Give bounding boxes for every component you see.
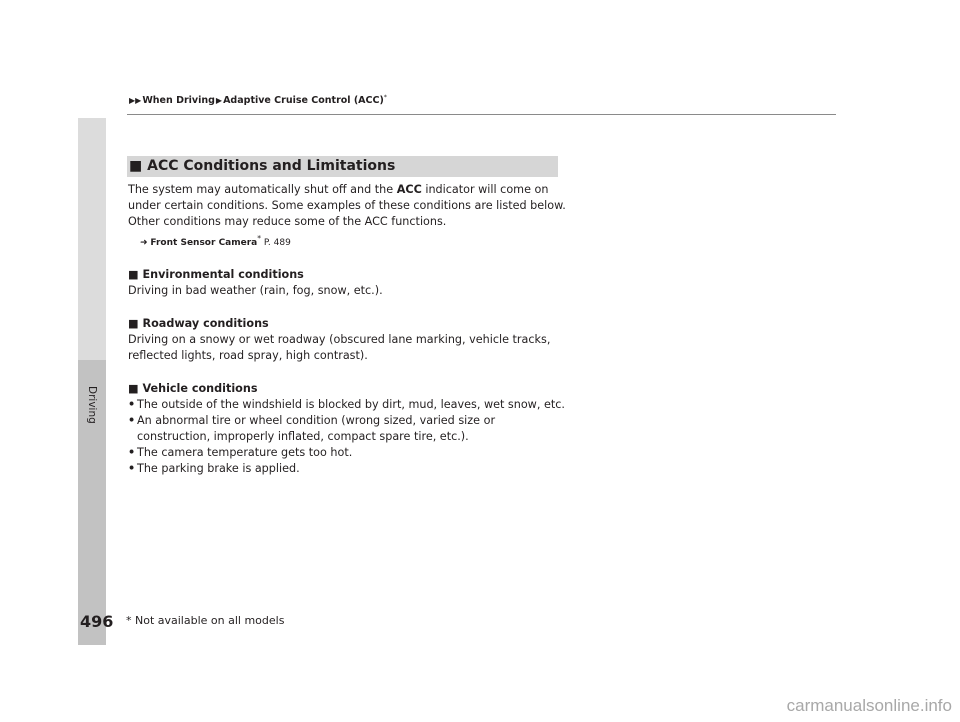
list-item: • An abnormal tire or wheel condition (wrong sized, varied size or construction, improperly inflated, compact spare tire, etc.). <box>128 413 568 445</box>
reference-arrow-icon: ➜ <box>140 238 148 248</box>
environmental-title: Environmental conditions <box>142 268 304 281</box>
roadway-title: Roadway conditions <box>142 317 269 330</box>
cross-reference-link[interactable] <box>128 232 568 250</box>
main-content <box>128 182 568 477</box>
reference-page: P. 489 <box>263 238 291 248</box>
list-item: • The camera temperature gets too hot. <box>128 445 568 461</box>
section-square-icon: ■ <box>129 158 143 174</box>
breadcrumb <box>128 94 387 106</box>
list-item: • The outside of the windshield is blocked by dirt, mud, leaves, wet snow, etc. <box>128 397 568 413</box>
breadcrumb-arrow-icon: ▶▶ <box>129 96 142 106</box>
subsection-square-icon: ■ <box>128 382 139 395</box>
intro-text-end: indicator will come on under certain conditions. Some examples of these conditions are listed below. Other conditions may reduce some of the ACC functions. <box>128 183 566 228</box>
page-number: 496 <box>80 612 114 631</box>
environmental-conditions <box>128 267 568 299</box>
acc-indicator-term: ACC <box>396 183 422 196</box>
section-title: ACC Conditions and Limitations <box>147 158 396 174</box>
subsection-square-icon: ■ <box>128 317 139 330</box>
chapter-tab-label: Driving <box>86 386 98 424</box>
reference-asterisk: * <box>257 234 261 243</box>
reference-label: Front Sensor Camera <box>150 238 258 248</box>
section-heading <box>127 156 558 177</box>
vehicle-conditions <box>128 381 568 477</box>
watermark: carmanualsonline.info <box>786 696 952 715</box>
header-rule <box>127 114 836 115</box>
breadcrumb-arrow-icon: ▶ <box>215 96 223 106</box>
list-item: • The parking brake is applied. <box>128 461 568 477</box>
roadway-text: Driving on a snowy or wet roadway (obscured lane marking, vehicle tracks, reflected lights, road spray, high contrast). <box>128 333 551 362</box>
breadcrumb-item-acc[interactable]: Adaptive Cruise Control (ACC) <box>223 95 384 107</box>
breadcrumb-item-when-driving[interactable]: When Driving <box>142 95 215 107</box>
vehicle-title: Vehicle conditions <box>142 382 258 395</box>
roadway-conditions <box>128 316 568 364</box>
environmental-text: Driving in bad weather (rain, fog, snow, etc.). <box>128 284 383 297</box>
footnote: * Not available on all models <box>126 614 285 627</box>
breadcrumb-asterisk: * <box>383 94 387 101</box>
intro-text-start: The system may automatically shut off and the <box>128 183 397 196</box>
vehicle-conditions-list <box>128 397 568 477</box>
side-tab-upper <box>78 118 106 360</box>
subsection-square-icon: ■ <box>128 268 139 281</box>
intro-paragraph <box>128 182 568 230</box>
